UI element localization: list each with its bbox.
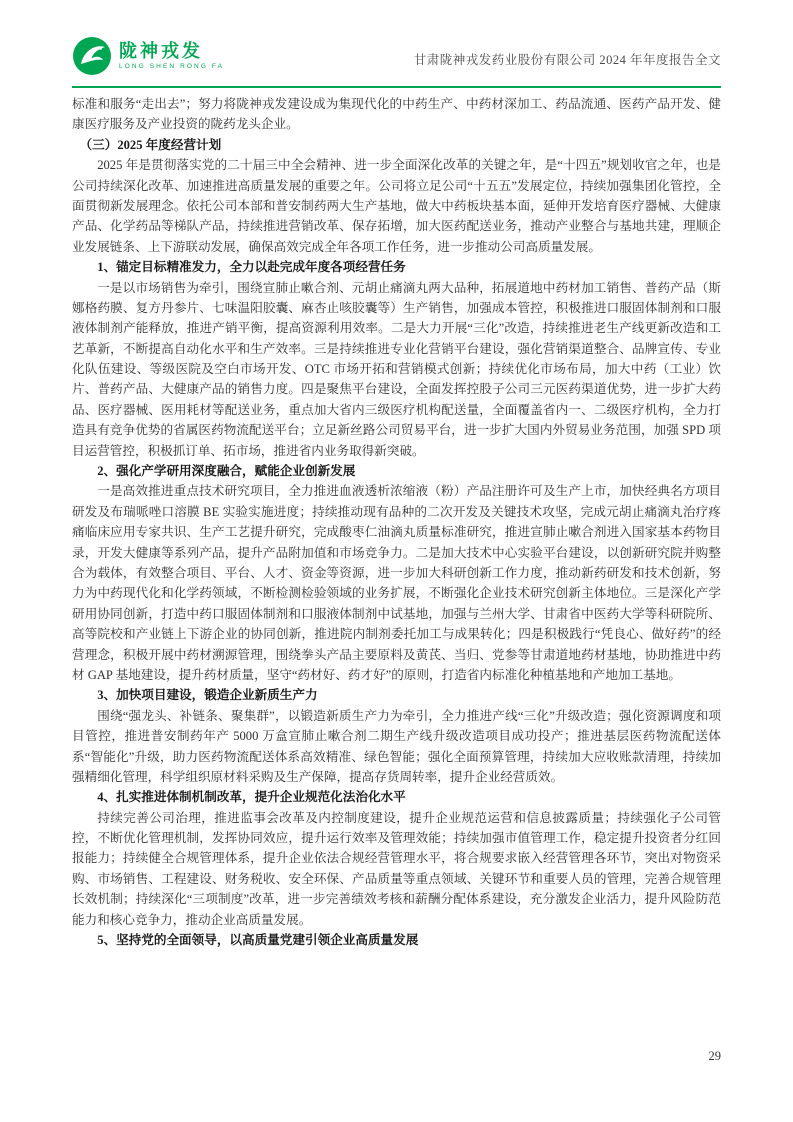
paragraph-task-4: 持续完善公司治理，推进监事会改革及内控制度建设，提升企业规范运营和信息披露质量；持续强化子公司管控，不断优化管理机制，发挥协同效应，提升运行效率及管理效能；持续加强市值管理工作，稳定提升投资者分红回报能力；持续健全合规管理体系，提升企业依法合规经营管理水平，将合规要求嵌入经营管理各环节，突出对物资采购、市场销售、工程建设、财务税收、安全环保、产品质量等重点领域、关键环节和重要人员的管理，完善合规管理长效机制；持续深化“三项制度”改革，进一步完善绩效考核和薪酬分配体系建设，充分激发企业活力，提升风险防范能力和核心竞争力，推动企业高质量发展。 [72,810,721,927]
header-divider-line [72,86,721,88]
brand-name-chinese: 陇神戎发 [119,40,203,61]
brand-name-english: LONG SHEN RONG FA [119,62,225,70]
heading-task-4: 4、扎实推进体制机制改革，提升企业规范化法治化水平 [97,790,406,805]
paragraph-task-1: 一是以市场销售为牵引，围绕宣肺止嗽合剂、元胡止痛滴丸两大品种，拓展道地中药材加工销售、普药产品（斯娜格药膜、复方丹参片、七味温阳胶囊、麻杏止咳胶囊等）生产销售，加强成本管控，积极推进口服固体制剂和口服液体制剂产能释放，推进产销平衡，提高资源利用效率。二是大力开展“三化”改造，持续推进老生产线更新改造和工艺革新，不断提高自动化水平和生产效率。三是持续推进专业化营销平台建设，强化营销渠道整合、品牌宣传、专业化队伍建设、等级医院及空白市场开发、OTC 市场开拓和营销模式创新；持续优化市场布局，加大中药（工业）饮片、普药产品、大健康产品的销售力度。四是聚焦平台建设，全面发挥控股子公司三元医药渠道优势，进一步扩大药品、医疗器械、医用耗材等配送业务，重点加大省内三级医疗机构配送量，全面覆盖省内一、二级医疗机构，全力打造具有竞争优势的省属医药物流配送平台；立足新丝路公司贸易平台，进一步扩大国内外贸易业务范围，加强 SPD 项目运营管控，积极抓订单、拓市场，推进省内业务取得新突破。 [72,280,721,458]
company-logo [72,36,224,76]
section-heading-2025-plan: （三）2025 年度经营计划 [79,137,222,152]
document-body [72,94,721,950]
heading-task-1: 1、锚定目标精准发力，全力以赴完成年度各项经营任务 [97,260,406,275]
page-number: 29 [708,1049,721,1063]
paragraph-task-2: 一是高效推进重点技术研究项目，全力推进血液透析浓缩液（粉）产品注册许可及生产上市，加快经典名方项目研发及布瑞哌唑口溶膜 BE 实验实施进度；持续推动现有品种的二次开发及关键技术攻坚，完成元胡止痛滴丸治疗疼痛临床应用专家共识、生产工艺提升研究，完成酸枣仁油滴丸质量标准研究，推进宣肺止嗽合剂进入国家基本药物目录，开发大健康等系列产品，提升产品附加值和市场竞争力。二是加大技术中心实验平台建设，以创新研究院并购整合为载体，有效整合项目、平台、人才、资金等资源，进一步加大科研创新工作力度，推动新药研发和技术创新，努力为中药现代化和化学药领域，不断检测检验领域的业务扩展，不断强化企业技术研究创新主体地位。三是深化产学研用协同创新，打造中药口服固体制剂和口服液体制剂中试基地，加强与兰州大学、甘肃省中医药大学等科研院所、高等院校和产业链上下游企业的协同创新，推进院内制剂委托加工与成果转化；四是积极践行“凭良心、做好药”的经营理念，积极开展中药材溯源管理，围绕拳头产品主要原料及黄芪、当归、党参等甘肃道地药材基地，协助推进中药材 GAP 基地建设，提升药材质量，坚守“药材好、药才好”的原则，打造省内标准化种植基地和产地加工基地。 [72,484,721,682]
brand-text [119,42,224,71]
logo-bird-icon [72,36,112,76]
heading-task-3: 3、加快项目建设，锻造企业新质生产力 [97,688,318,703]
page-header [72,34,721,84]
heading-task-2: 2、强化产学研用深度融合，赋能企业创新发展 [97,464,356,479]
paragraph-plan-overview: 2025 年是贯彻落实党的二十届三中全会精神、进一步全面深化改革的关键之年，是“十四五”规划收官之年，也是公司持续深化改革、加速推进高质量发展的重要之年。公司将立足公司“十五五”发展定位，持续加强集团化管控，全面贯彻新发展理念。依托公司本部和普安制药两大生产基地，做大中药板块基本面，延伸开发培育医疗器械、大健康产品、化学药品等梯队产品，持续推进营销改革、保存拓增，加大医药配送业务，推动产业整合与基地共建，理顺企业发展链条、上下游联动发展，确保高效完成全年各项工作任务，进一步推动公司高质量发展。 [72,158,721,254]
heading-task-5: 5、坚持党的全面领导，以高质量党建引领企业高质量发展 [97,933,419,948]
paragraph-continuation: 标准和服务“走出去”；努力将陇神戎发建设成为集现代化的中药生产、中药材深加工、药品流通、医药产品开发、健康医疗服务及产业投资的陇药龙头企业。 [72,97,721,132]
report-title: 甘肃陇神戎发药业股份有限公司 2024 年年度报告全文 [413,53,721,67]
paragraph-task-3: 围绕“强龙头、补链条、聚集群”，以锻造新质生产力为牵引，全力推进产线“三化”升级改造；强化资源调度和项目管控，推进普安制药年产 5000 万盒宣肺止嗽合剂二期生产线升级改造项目成功投产；推进基层医药物流配送体系“智能化”升级，助力医药物流配送体系高效精准、绿色智能；强化全面预算管理，持续加大应收账款清理，持续加强精细化管理，科学组织原材料采购及生产保障，提高存货周转率，提升企业经营质效。 [72,708,721,784]
